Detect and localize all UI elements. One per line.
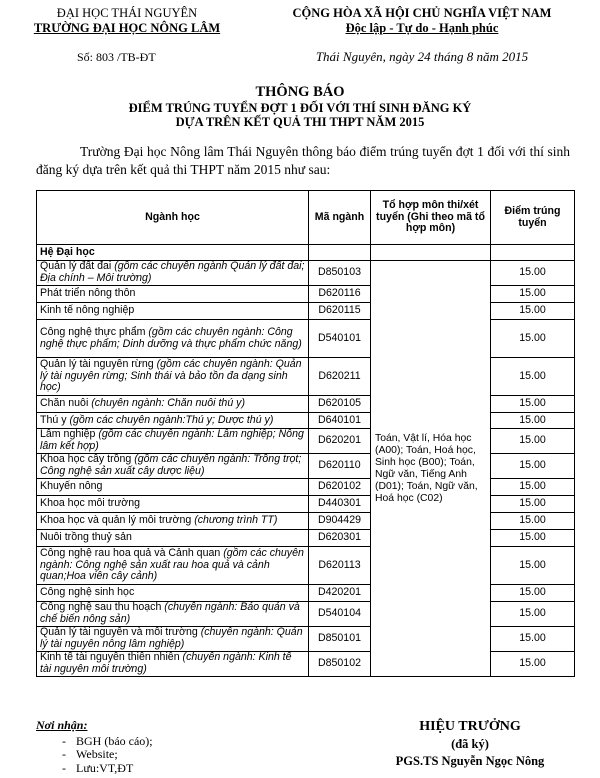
major-cell — [37, 652, 309, 677]
national-header — [262, 6, 582, 64]
major-name: Kinh tế nông nghiệp — [40, 304, 135, 317]
major-name: Phát triển nông thôn — [40, 287, 136, 300]
recipient-item: - Website; — [76, 748, 153, 762]
major-code: D620105 — [309, 396, 371, 413]
table-row — [37, 413, 575, 429]
major-note: (gồm các chuyên ngành:Thú y; Dược thú y) — [69, 413, 274, 426]
recipients-list — [36, 735, 153, 776]
admission-score: 15.00 — [491, 530, 575, 547]
table-row — [37, 429, 575, 454]
section-label: Hệ Đại học — [37, 245, 309, 261]
signer-name: PGS.TS Nguyễn Ngọc Nông — [395, 754, 545, 768]
signed-status: (đã ký) — [451, 737, 489, 751]
parent-org-name: ĐẠI HỌC THÁI NGUYÊN — [56, 6, 198, 20]
table-row — [37, 530, 575, 547]
major-name: Công nghệ rau hoa quả và Cảnh quan — [40, 546, 221, 559]
table-row — [37, 627, 575, 652]
major-name: Công nghệ sau thu hoạch — [40, 601, 162, 614]
major-code: D904429 — [309, 513, 371, 530]
major-cell — [37, 429, 309, 454]
table-header-row — [37, 191, 575, 245]
major-code: D620110 — [309, 454, 371, 479]
major-code: D540104 — [309, 602, 371, 627]
major-cell — [37, 320, 309, 358]
table-row — [37, 261, 575, 286]
major-name: Kinh tế tài nguyên thiên nhiên — [40, 651, 180, 664]
major-name: Lâm nghiệp — [40, 428, 96, 441]
table-row — [37, 320, 575, 358]
major-note: (gồm các chuyên ngành: Công nghệ thực phẩm; Dinh dưỡng và thực phẩm chức năng) — [40, 325, 302, 350]
major-note: (gồm các chuyên ngành: Quản lý tài nguyên rừng; Sinh thái và bảo tồn đa dạng sinh học) — [40, 357, 302, 394]
major-name: Quản lý tài nguyên rừng — [40, 357, 154, 370]
table-row — [37, 547, 575, 585]
major-cell — [37, 303, 309, 320]
major-code: D440301 — [309, 496, 371, 513]
major-code: D620201 — [309, 429, 371, 454]
major-note: (gồm các chuyên ngành: Công nghệ sản xuất rau hoa quả và cảnh quan;Hoa viên cây cảnh) — [40, 546, 304, 583]
table-row — [37, 652, 575, 677]
admission-score: 15.00 — [491, 303, 575, 320]
major-name: Khoa học môi trường — [40, 497, 141, 510]
major-name: Công nghệ thực phẩm — [40, 325, 146, 338]
admission-score: 15.00 — [491, 286, 575, 303]
recipient-item: - Lưu:VT,ĐT — [76, 762, 153, 776]
major-note: (gồm các chuyên ngành Quản lý đất đai; Địa chính – Môi trường) — [40, 260, 305, 284]
header-major: Ngành học — [37, 191, 309, 245]
intro-text: Trường Đại học Nông lâm Thái Nguyên thông báo điểm trúng tuyển đợt 1 đối với thí sinh đăng ký dựa trên kết quả thi THPT năm 2015 như sau: — [36, 144, 570, 177]
recipients-block — [36, 719, 153, 775]
school-name: TRƯỜNG ĐẠI HỌC NÔNG LÂM — [33, 21, 221, 35]
subject-combination-cell: Toán, Vật lí, Hóa học (A00); Toán, Hoá học, Sinh học (B00); Toán, Ngữ văn, Tiếng Anh (D01); Toán, Ngữ văn, Hoá học (C02) — [371, 261, 491, 677]
major-cell — [37, 585, 309, 602]
section-row — [37, 245, 575, 261]
notice-subtitle-line1: ĐIỂM TRÚNG TUYỂN ĐỢT 1 ĐỐI VỚI THÍ SINH ĐĂNG KÝ — [128, 101, 472, 115]
recipient-item: - BGH (báo cáo); — [76, 735, 153, 749]
major-name: Công nghệ sinh học — [40, 586, 135, 599]
major-cell — [37, 358, 309, 396]
major-cell — [37, 261, 309, 286]
admission-score: 15.00 — [491, 479, 575, 496]
table-row — [37, 602, 575, 627]
admission-score: 15.00 — [491, 627, 575, 652]
major-code: D850102 — [309, 652, 371, 677]
table-row — [37, 454, 575, 479]
header-score: Điểm trúng tuyển — [491, 191, 575, 245]
admission-score: 15.00 — [491, 429, 575, 454]
major-note: (chuyên ngành: Quản lý tài nguyên nông lâm nghiệp) — [40, 626, 303, 650]
org-header — [22, 6, 232, 65]
major-note: (gồm các chuyên ngành: Lâm nghiệp; Nông lâm kết hợp) — [40, 428, 304, 452]
major-name: Khuyến nông — [40, 480, 103, 493]
document-date: Thái Nguyên, ngày 24 tháng 8 năm 2015 — [315, 49, 529, 64]
admission-score: 15.00 — [491, 496, 575, 513]
table-row — [37, 585, 575, 602]
table-row — [37, 396, 575, 413]
major-cell — [37, 479, 309, 496]
major-cell — [37, 627, 309, 652]
major-name: Quản lý tài nguyên và môi trường — [40, 626, 198, 639]
notice-title-block — [0, 84, 600, 129]
table-body — [37, 245, 575, 677]
major-code: D620113 — [309, 547, 371, 585]
major-cell — [37, 547, 309, 585]
header-code: Mã ngành — [309, 191, 371, 245]
major-note: (gồm các chuyên ngành: Trồng trọt; Công nghệ sản xuất cây dược liệu) — [40, 453, 302, 477]
country-name: CỘNG HÒA XÃ HỘI CHỦ NGHĨA VIỆT NAM — [292, 6, 552, 20]
major-code: D850101 — [309, 627, 371, 652]
major-code: D620301 — [309, 530, 371, 547]
admission-score: 15.00 — [491, 261, 575, 286]
major-note: (chuyên ngành: Bảo quản và chế biến nông sản) — [40, 601, 300, 625]
major-name: Thú y — [40, 413, 67, 426]
admission-score: 15.00 — [491, 547, 575, 585]
admission-score: 15.00 — [491, 454, 575, 479]
admission-score-table — [36, 190, 575, 677]
table-row — [37, 479, 575, 496]
admission-score: 15.00 — [491, 513, 575, 530]
national-motto: Độc lập - Tự do - Hạnh phúc — [345, 21, 499, 35]
admission-score: 15.00 — [491, 652, 575, 677]
admission-score: 15.00 — [491, 602, 575, 627]
signature-block — [360, 718, 580, 769]
table-row — [37, 513, 575, 530]
major-cell — [37, 513, 309, 530]
major-cell — [37, 396, 309, 413]
major-code: D620115 — [309, 303, 371, 320]
document-number: Số: 803 /TB-ĐT — [77, 50, 156, 64]
signer-title: HIỆU TRƯỞNG — [419, 719, 521, 734]
major-note: (chuyên ngành: Kinh tế tài nguyên môi trường) — [40, 651, 292, 675]
table-row — [37, 286, 575, 303]
intro-paragraph — [36, 143, 570, 179]
major-name: Quản lý đất đai — [40, 260, 112, 273]
major-code: D420201 — [309, 585, 371, 602]
admission-score: 15.00 — [491, 396, 575, 413]
table-row — [37, 303, 575, 320]
major-cell — [37, 454, 309, 479]
major-code: D640101 — [309, 413, 371, 429]
major-cell — [37, 413, 309, 429]
admission-score: 15.00 — [491, 413, 575, 429]
major-code: D540101 — [309, 320, 371, 358]
notice-subtitle-line2: DỰA TRÊN KẾT QUẢ THI THPT NĂM 2015 — [175, 115, 425, 129]
major-name: Nuôi trồng thuỷ sản — [40, 531, 132, 544]
admission-score: 15.00 — [491, 585, 575, 602]
table-row — [37, 358, 575, 396]
major-code: D620116 — [309, 286, 371, 303]
admission-score: 15.00 — [491, 320, 575, 358]
major-cell — [37, 530, 309, 547]
major-name: Chăn nuôi — [40, 397, 89, 410]
table-row — [37, 496, 575, 513]
admission-score: 15.00 — [491, 358, 575, 396]
major-note: (chuyên ngành: Chăn nuôi thú y) — [91, 397, 245, 410]
major-cell — [37, 602, 309, 627]
header-combo: Tổ hợp môn thi/xét tuyển (Ghi theo mã tổ hợp môn) — [371, 191, 491, 245]
recipients-title: Nơi nhận: — [36, 718, 88, 732]
major-code: D620211 — [309, 358, 371, 396]
major-cell — [37, 496, 309, 513]
major-cell — [37, 286, 309, 303]
major-code: D620102 — [309, 479, 371, 496]
major-code: D850103 — [309, 261, 371, 286]
major-name: Khoa học cây trồng — [40, 453, 132, 466]
major-name: Khoa học và quản lý môi trường — [40, 514, 192, 527]
notice-title: THÔNG BÁO — [255, 84, 345, 100]
major-note: (chương trình TT) — [194, 514, 278, 527]
